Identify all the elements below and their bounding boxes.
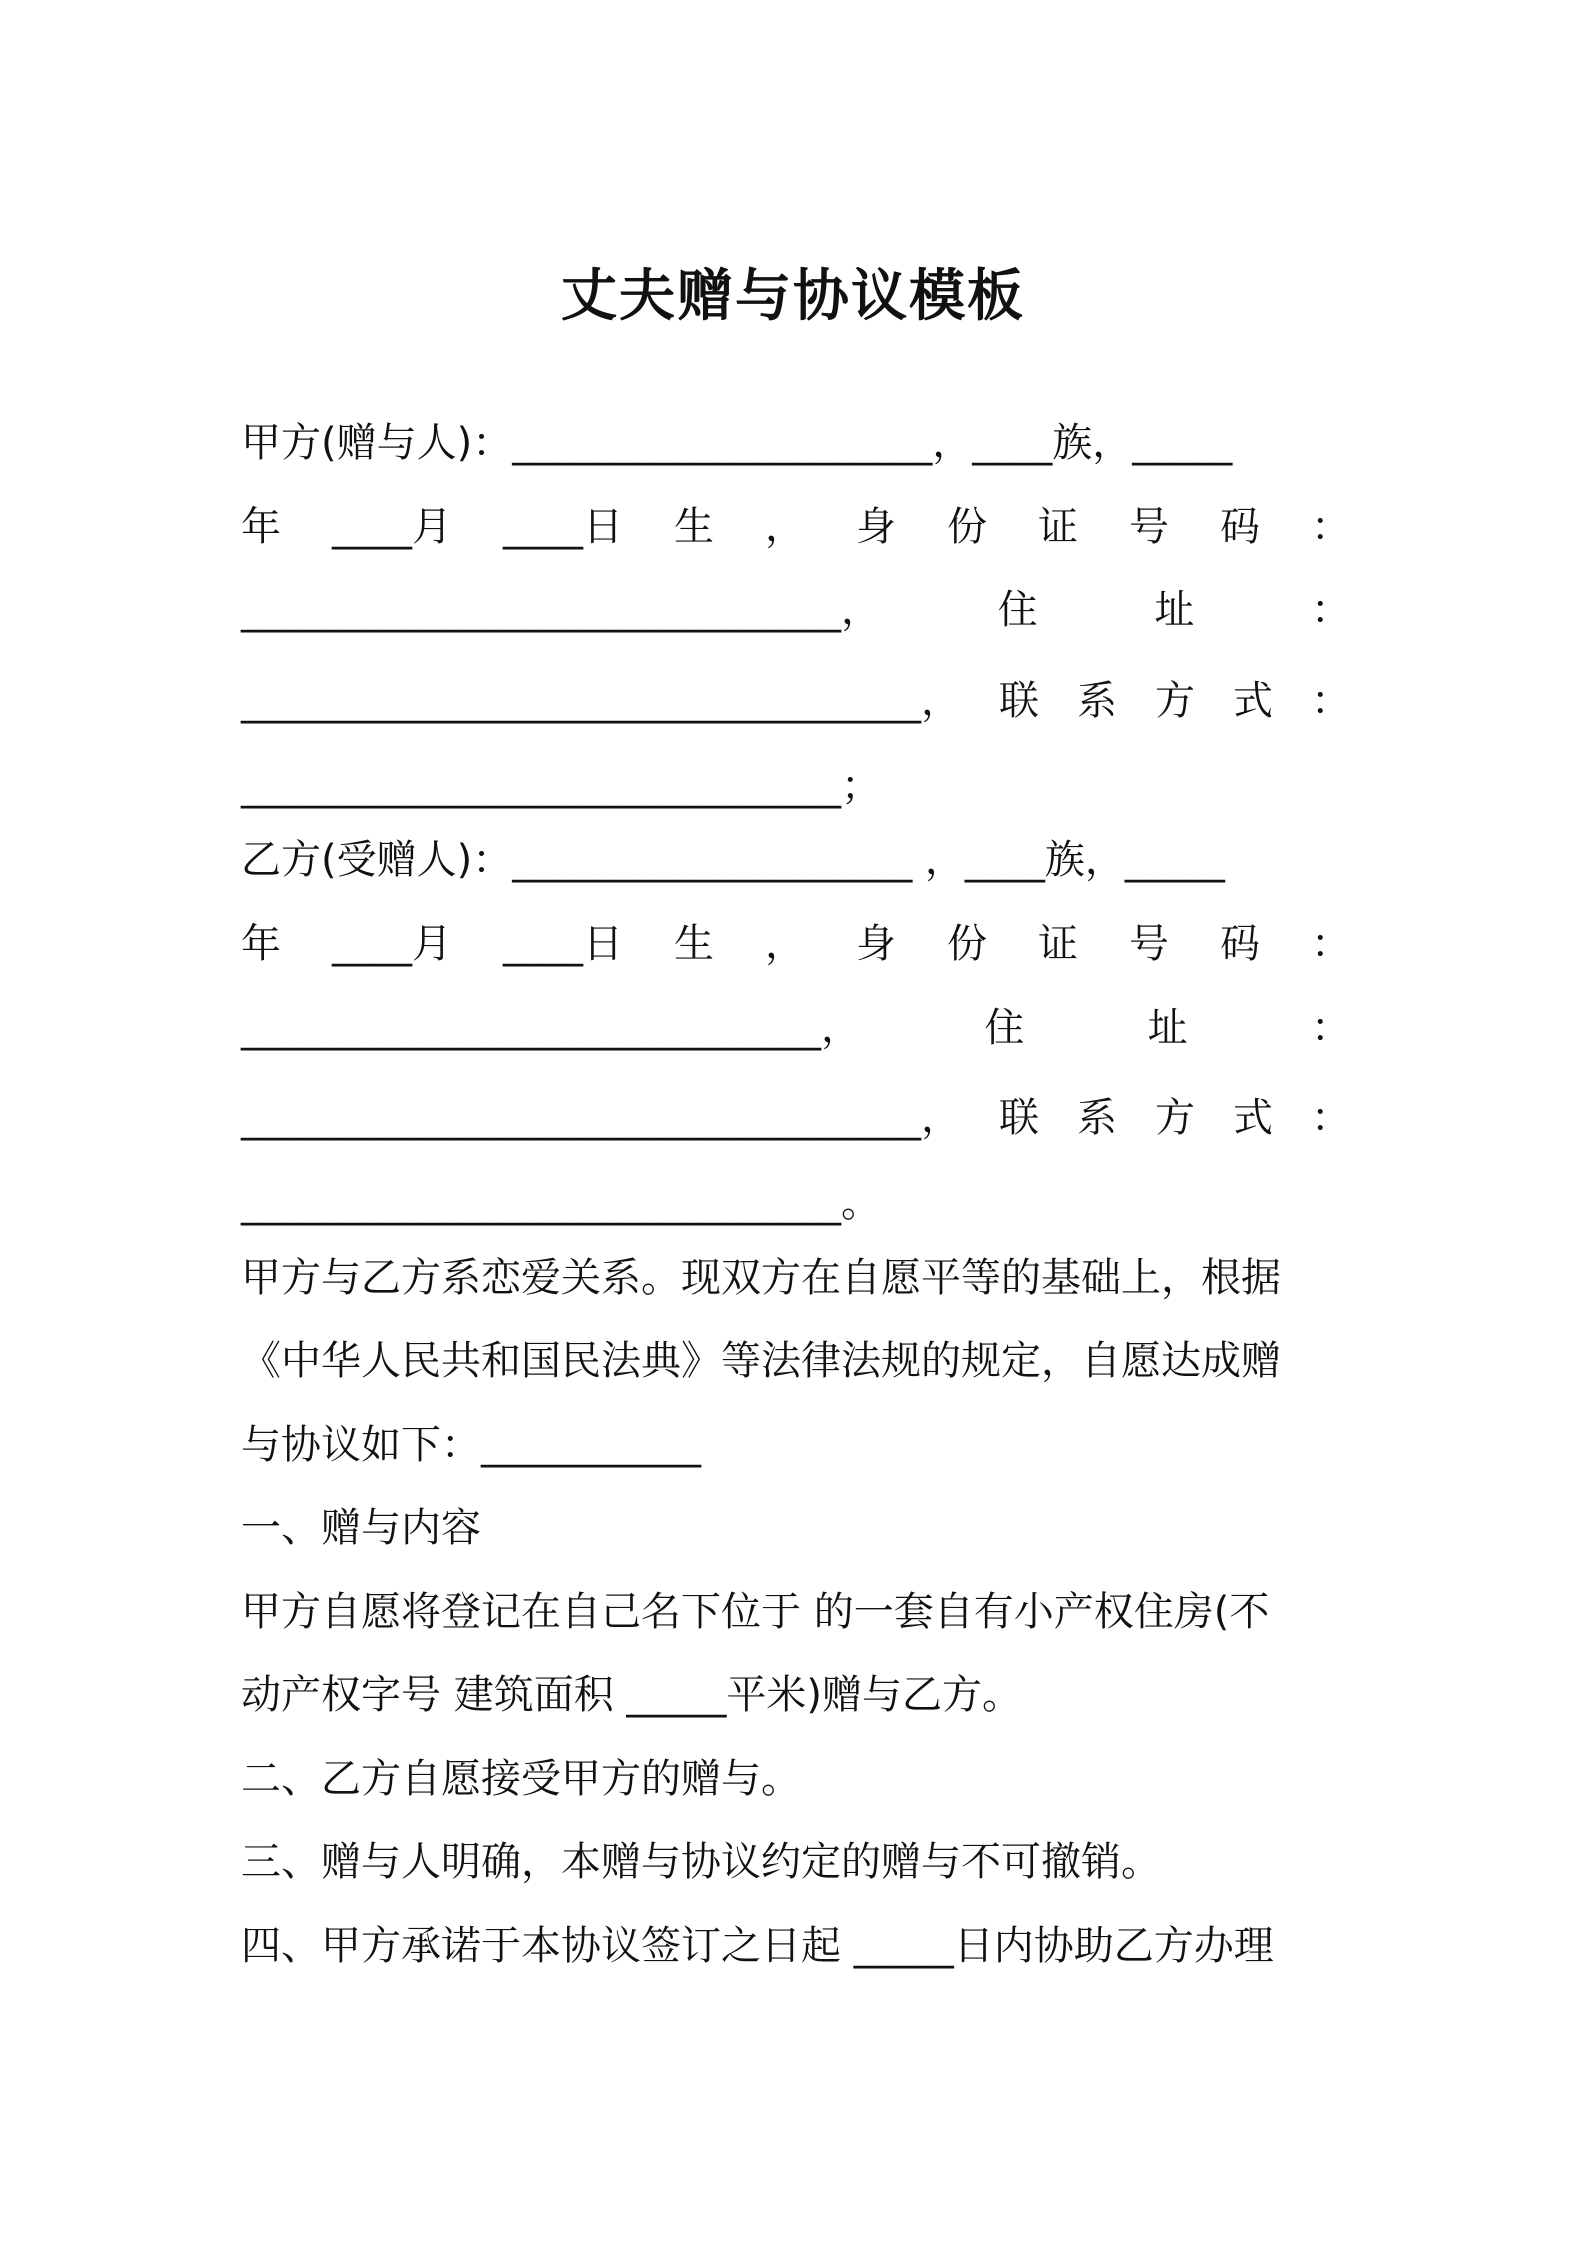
party-b-contact-blank: ______________________________。 <box>241 1180 881 1226</box>
text-segment: 码 <box>1220 504 1260 550</box>
section-1-body-line-2: 动产权字号 建筑面积 _____平米)赠与乙方。 <box>241 1672 1023 1718</box>
text-segment: 码 <box>1220 921 1260 967</box>
party-a-name-line: 甲方(赠与人)：_____________________，____族，_____ <box>241 420 1233 466</box>
text-segment: ： <box>1310 587 1351 633</box>
text-segment: 联 <box>999 678 1039 724</box>
text-segment: 生 <box>674 921 714 967</box>
intro-line-1: 甲方与乙方系恋爱关系。现双方在自愿平等的基础上，根据 <box>241 1255 1281 1301</box>
text-segment: 系 <box>1077 1095 1117 1141</box>
intro-line-2: 《中华人民共和国民法典》等法律法规的规定，自愿达成赠 <box>241 1338 1281 1384</box>
party-a-address-line <box>241 582 1351 638</box>
section-1-heading: 一、赠与内容 <box>241 1505 481 1551</box>
text-segment: 址 <box>1147 1005 1188 1051</box>
text-segment: ____日 <box>503 504 623 550</box>
party-b-address-line <box>241 1000 1351 1056</box>
document-title: 丈夫赠与协议模板 <box>561 264 1025 329</box>
text-segment: 住 <box>997 587 1038 633</box>
text-segment: ： <box>1311 678 1351 724</box>
party-b-contact-line <box>241 1090 1351 1146</box>
party-b-name-line: 乙方(受赠人)：____________________ ，____族，_____ <box>241 837 1225 883</box>
text-segment: 生 <box>674 504 714 550</box>
text-segment: __________________________________， <box>241 1095 961 1141</box>
text-segment: ____日 <box>503 921 623 967</box>
text-segment: _____________________________， <box>241 1005 861 1051</box>
text-segment: ： <box>1311 1095 1351 1141</box>
text-segment: 住 <box>984 1005 1025 1051</box>
section-2: 二、乙方自愿接受甲方的赠与。 <box>241 1756 801 1802</box>
text-segment: 式 <box>1233 1095 1273 1141</box>
intro-line-3: 与协议如下：___________ <box>241 1422 701 1468</box>
text-segment: 证 <box>1038 921 1078 967</box>
text-segment: ： <box>1311 504 1351 550</box>
party-a-contact-line <box>241 673 1351 729</box>
text-segment: 份 <box>947 921 987 967</box>
text-segment: ____月 <box>332 921 452 967</box>
text-segment: 份 <box>947 504 987 550</box>
text-segment: 方 <box>1155 1095 1195 1141</box>
text-segment: 式 <box>1233 678 1273 724</box>
text-segment: 方 <box>1155 678 1195 724</box>
text-segment: 号 <box>1129 921 1169 967</box>
section-4: 四、甲方承诺于本协议签订之日起 _____日内协助乙方办理 <box>241 1923 1274 1969</box>
party-a-birth-id-line <box>241 499 1351 555</box>
party-b-birth-id-line <box>241 916 1351 972</box>
text-segment: ： <box>1311 921 1351 967</box>
text-segment: 址 <box>1154 587 1195 633</box>
text-segment: 身 <box>856 921 896 967</box>
text-segment: 身 <box>856 504 896 550</box>
text-segment: __________________________________， <box>241 678 961 724</box>
party-a-contact-blank: ______________________________； <box>241 763 881 809</box>
text-segment: 联 <box>999 1095 1039 1141</box>
text-segment: ____月 <box>332 504 452 550</box>
text-segment: 系 <box>1077 678 1117 724</box>
text-segment: 号 <box>1129 504 1169 550</box>
text-segment: ______________________________， <box>241 587 881 633</box>
section-3: 三、赠与人明确，本赠与协议约定的赠与不可撤销。 <box>241 1839 1161 1885</box>
text-segment: 年 <box>241 504 281 550</box>
text-segment: 年 <box>241 921 281 967</box>
text-segment: ， <box>765 504 805 550</box>
text-segment: ： <box>1310 1005 1351 1051</box>
section-1-body-line-1: 甲方自愿将登记在自己名下位于 的一套自有小产权住房(不 <box>241 1589 1270 1635</box>
text-segment: ， <box>765 921 805 967</box>
text-segment: 证 <box>1038 504 1078 550</box>
